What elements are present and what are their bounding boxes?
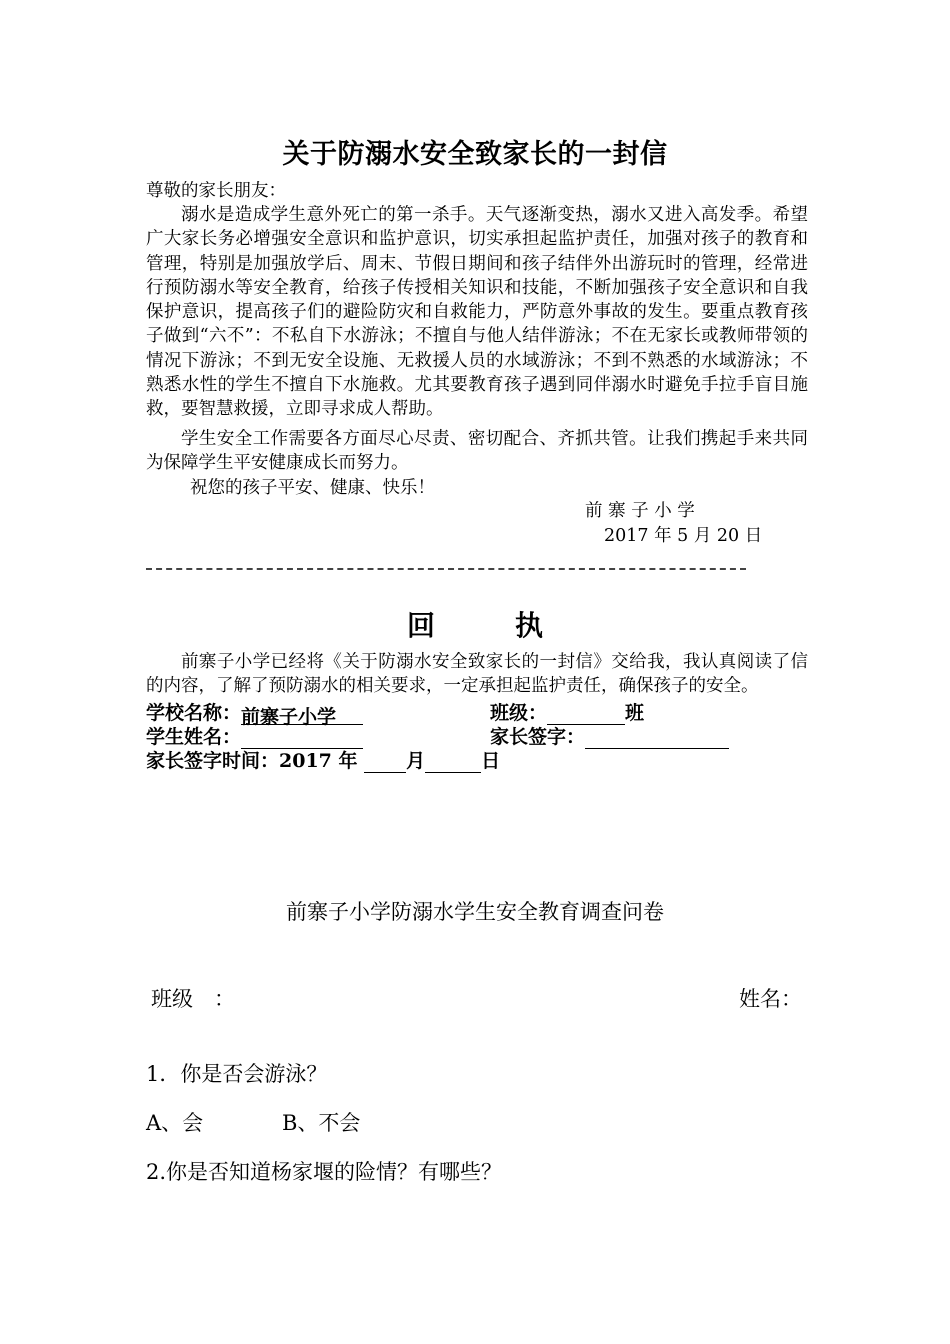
letter-paragraph-1: 溺水是造成学生意外死亡的第一杀手。天气逐渐变热，溺水又进入高发季。希望广大家长务必增强安全意识和监护意识，切实承担起监护责任，加强对孩子的教育和管理，特别是加强放学后、周末、节假日期间和孩子结伴外出游玩时的管理，经常进行预防溺水等安全教育，给孩子传授相关知识和技能，不断加强孩子安全意识和自我保护意识，提高孩子们的避险防灾和自救能力，严防意外事故的发生。要重点教育孩子做到“六不”：不私自下水游泳；不擅自与他人结伴游泳；不在无家长或教师带领的情况下游泳；不到无安全设施、无救援人员的水域游泳；不到不熟悉的水域游泳；不熟悉水性的学生不擅自下水施救。尤其要教育孩子遇到同伴溺水时避免手拉手盲目施救，要智慧救援，立即寻求成人帮助。 (146, 205, 808, 420)
class-label: 班级： (490, 702, 548, 724)
class-field (490, 698, 644, 725)
sign-time-field (146, 746, 500, 773)
school-label: 学校名称： (146, 702, 242, 724)
letter-signature: 前 寨 子 小 学 (585, 501, 695, 521)
receipt-text: 前寨子小学已经将《关于防溺水安全致家长的一封信》交给我，我认真阅读了信的内容，了解了预防溺水的相关要求，一定承担起监护责任，确保孩子的安全。 (146, 652, 808, 696)
month-label: 月 (406, 750, 426, 772)
survey-title: 前寨子小学防溺水学生安全教育调查问卷 (286, 900, 664, 924)
day-blank[interactable] (425, 750, 481, 773)
letter-paragraph-2: 学生安全工作需要各方面尽心尽责、密切配合、齐抓共管。让我们携起手来共同为保障学生平安健康成长而努力。 (146, 429, 808, 474)
question-1-option-b: B、不会 (282, 1111, 361, 1135)
parent-sign-blank[interactable] (585, 726, 729, 749)
question-1-option-a: A、会 (146, 1111, 204, 1135)
letter-title: 关于防溺水安全致家长的一封信 (282, 139, 668, 170)
question-2: 2.你是否知道杨家堰的险情？有哪些？ (146, 1160, 503, 1184)
student-name-field (146, 722, 363, 749)
school-field (146, 698, 363, 728)
month-blank[interactable] (364, 750, 406, 773)
letter-greeting: 尊敬的家长朋友： (146, 181, 286, 201)
survey-class-label: 班级 ： (151, 987, 235, 1011)
parent-sign-label: 家长签字： (490, 726, 586, 748)
letter-date: 2017 年 5 月 20 日 (604, 526, 763, 546)
class-suffix: 班 (625, 702, 645, 724)
survey-name-label: 姓名： (739, 987, 802, 1011)
letter-closing: 祝您的孩子平安、健康、快乐！ (190, 478, 435, 498)
cut-line-divider (146, 568, 746, 570)
parent-sign-field (490, 722, 729, 749)
sign-time-label: 家长签字时间：2017 年 (146, 750, 358, 772)
school-value: 前寨子小学 (241, 702, 363, 725)
student-name-label: 学生姓名： (146, 726, 242, 748)
question-1: 1．你是否会游泳？ (146, 1062, 328, 1086)
day-label: 日 (481, 750, 501, 772)
receipt-title: 回执 (406, 609, 623, 642)
